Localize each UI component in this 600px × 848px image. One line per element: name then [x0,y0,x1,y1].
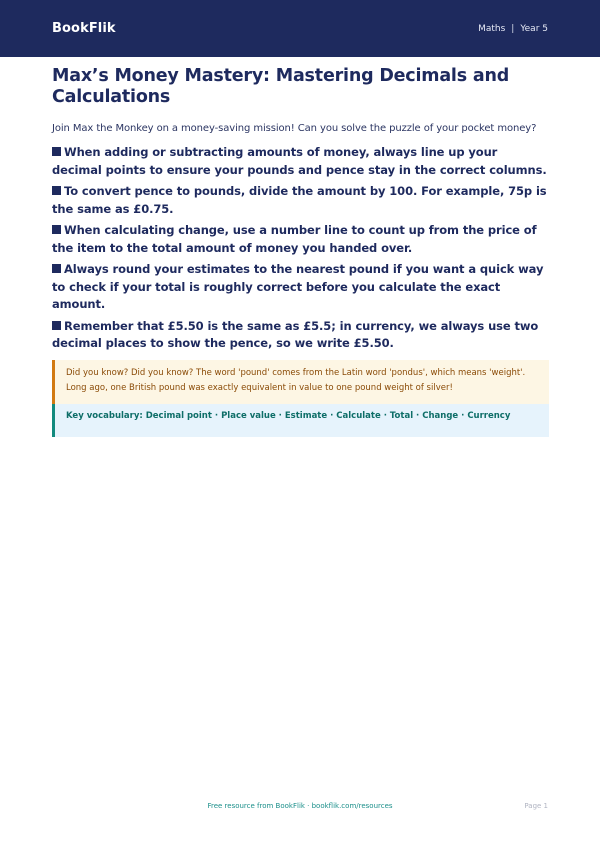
list-item [52,183,549,218]
list-item-text: Remember that £5.50 is the same as £5.5; in currency, we always use two decimal places to show the pence, so we write £5.50. [52,318,539,350]
square-bullet-icon [52,264,61,273]
page-number: Page 1 [524,802,548,810]
intro-text: Join Max the Monkey on a money-saving mission! Can you solve the puzzle of your pocket money? [52,123,537,134]
top-header-bar [0,0,600,57]
square-bullet-icon [52,186,61,195]
footer-resource-link[interactable]: Free resource from BookFlik · bookflik.com/resources [207,802,393,810]
page-title: Max’s Money Mastery: Mastering Decimals and Calculations [52,66,510,107]
brand-logo-text[interactable]: BookFlik [52,21,116,36]
list-item [52,261,549,314]
list-item-text: When calculating change, use a number line to count up from the price of the item to the total amount of money you handed over. [52,223,537,255]
breadcrumb-year[interactable]: Year 5 [520,23,548,34]
list-item [52,144,549,179]
key-vocabulary-callout: Key vocabulary: Decimal point · Place value · Estimate · Calculate · Total · Change · Currency [52,404,549,437]
list-item-text: To convert pence to pounds, divide the amount by 100. For example, 75p is the same as £0.75. [52,184,547,216]
breadcrumb-subject[interactable]: Maths [478,23,506,34]
list-item [52,222,549,257]
list-item [52,318,549,353]
worksheet-content [52,66,549,437]
breadcrumb [478,24,548,34]
breadcrumb-separator: | [511,23,515,34]
square-bullet-icon [52,225,61,234]
square-bullet-icon [52,147,61,156]
list-item-text: When adding or subtracting amounts of money, always line up your decimal points to ensure your pounds and pence stay in the correct columns. [52,145,547,177]
square-bullet-icon [52,321,61,330]
tips-list [52,144,549,353]
did-you-know-callout: Did you know? Did you know? The word 'pound' comes from the Latin word 'pondus', which means 'weight'. Long ago, one British pound was exactly equivalent in value to one pound weight of silver! [52,360,549,404]
list-item-text: Always round your estimates to the nearest pound if you want a quick way to check if your total is roughly correct before you calculate the exact amount. [52,262,544,311]
